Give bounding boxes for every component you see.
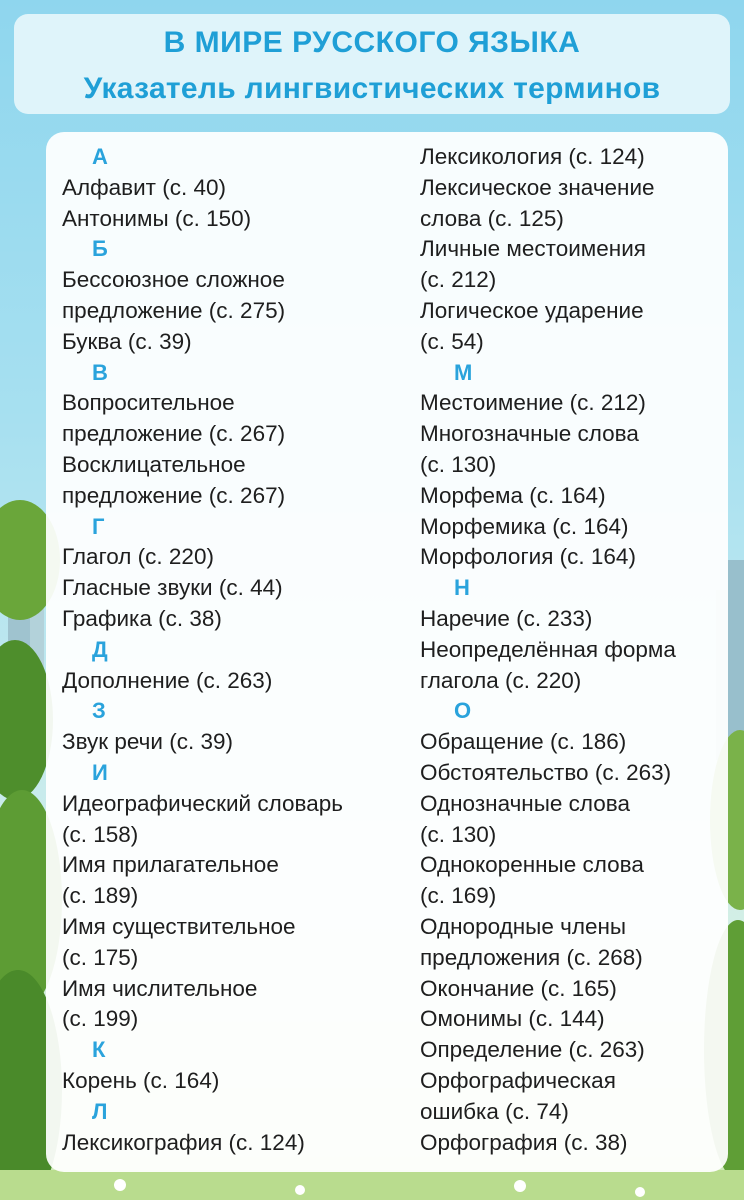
index-entry: (с. 169) xyxy=(420,883,497,909)
index-entry: Лексическое значение xyxy=(420,174,655,200)
index-entry: Бессоюзное сложное xyxy=(62,267,285,293)
section-letter: В xyxy=(92,359,108,385)
index-entry: Местоимение (с. 212) xyxy=(420,390,646,416)
flower xyxy=(295,1185,305,1195)
section-letter: А xyxy=(92,144,108,169)
index-entry: Логическое ударение xyxy=(420,297,644,323)
page-title: В МИРЕ РУССКОГО ЯЗЫКА xyxy=(163,26,581,59)
index-entry: Морфема (с. 164) xyxy=(420,482,606,508)
section-letter: З xyxy=(92,698,106,724)
building-right-2 xyxy=(728,560,744,760)
index-entry: (с. 199) xyxy=(62,1006,139,1032)
index-entry: Восклицательное xyxy=(62,451,246,477)
index-entry: Окончание (с. 165) xyxy=(420,975,617,1001)
index-entry: ошибка (с. 74) xyxy=(420,1098,569,1124)
index-entry: Многозначные слова xyxy=(420,421,639,447)
index-entry: (с. 189) xyxy=(62,883,139,909)
index-entry: глагола (с. 220) xyxy=(420,667,582,693)
section-letter: М xyxy=(454,359,473,385)
index-entry: Однородные члены xyxy=(420,913,627,939)
index-entry: предложение (с. 275) xyxy=(62,297,286,323)
index-entry: предложение (с. 267) xyxy=(62,482,286,508)
right-column xyxy=(420,142,730,1158)
index-entry: Лексикография (с. 124) xyxy=(62,1129,305,1155)
index-entry: Графика (с. 38) xyxy=(62,605,222,631)
index-entry: предложения (с. 268) xyxy=(420,944,643,970)
flower xyxy=(635,1187,645,1197)
index-entry: (с. 54) xyxy=(420,328,484,354)
index-entry: Определение (с. 263) xyxy=(420,1037,645,1063)
index-entry: Орфография (с. 38) xyxy=(420,1129,628,1155)
index-entry: (с. 158) xyxy=(62,821,139,847)
section-letter: Б xyxy=(92,236,108,262)
index-entry: Однокоренные слова xyxy=(420,852,644,878)
index-entry: Идеографический словарь xyxy=(62,790,343,816)
section-letter: Д xyxy=(92,636,108,662)
section-letter: О xyxy=(454,698,472,724)
index-entry: Антонимы (с. 150) xyxy=(62,205,252,231)
index-entry: Личные местоимения xyxy=(420,236,646,262)
flower xyxy=(514,1180,526,1192)
section-letter: Г xyxy=(92,513,105,539)
index-entry: предложение (с. 267) xyxy=(62,421,286,447)
index-entry: Алфавит (с. 40) xyxy=(62,174,227,200)
index-entry: Имя числительное xyxy=(62,975,258,1001)
index-entry: Имя существительное xyxy=(62,913,296,939)
index-entry: Лексикология (с. 124) xyxy=(420,144,645,169)
index-entry: (с. 130) xyxy=(420,451,497,477)
section-letter: Л xyxy=(92,1098,108,1124)
page-subtitle: Указатель лингвистических терминов xyxy=(83,72,661,105)
section-letter: К xyxy=(92,1037,106,1063)
index-entry: Дополнение (с. 263) xyxy=(62,667,273,693)
left-column xyxy=(62,142,412,1158)
index-entry: Наречие (с. 233) xyxy=(420,605,593,631)
index-entry: (с. 130) xyxy=(420,821,497,847)
index-entry: Вопросительное xyxy=(62,390,235,416)
index-entry: (с. 175) xyxy=(62,944,139,970)
index-entry: слова (с. 125) xyxy=(420,205,564,231)
index-entry: Буква (с. 39) xyxy=(62,328,192,354)
index-entry: Обстоятельство (с. 263) xyxy=(420,759,672,785)
index-entry: Имя прилагательное xyxy=(62,852,279,878)
ground xyxy=(0,1170,744,1200)
index-entry: Обращение (с. 186) xyxy=(420,729,627,755)
section-letter: И xyxy=(92,759,108,785)
section-letter: Н xyxy=(454,575,470,601)
index-entry: (с. 212) xyxy=(420,267,497,293)
index-entry: Звук речи (с. 39) xyxy=(62,729,233,755)
index-entry: Морфемика (с. 164) xyxy=(420,513,629,539)
index-entry: Корень (с. 164) xyxy=(62,1067,220,1093)
flower xyxy=(114,1179,126,1191)
index-entry: Глагол (с. 220) xyxy=(62,544,214,570)
index-entry: Неопределённая форма xyxy=(420,636,676,662)
index-entry: Орфографическая xyxy=(420,1067,616,1093)
index-entry: Морфология (с. 164) xyxy=(420,544,636,570)
index-entry: Омонимы (с. 144) xyxy=(420,1006,605,1032)
index-entry: Гласные звуки (с. 44) xyxy=(62,575,283,601)
index-entry: Однозначные слова xyxy=(420,790,631,816)
